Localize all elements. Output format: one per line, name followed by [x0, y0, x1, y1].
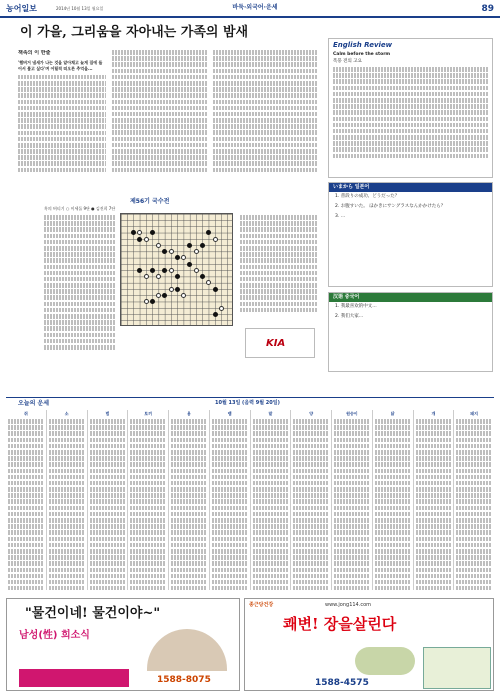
zodiac-sign: 말: [268, 411, 273, 416]
horoscope-column: [251, 410, 292, 590]
white-stone: [144, 274, 149, 279]
zodiac-sign: 쥐: [23, 411, 28, 416]
chinese-item: 2. 我们大家…: [335, 314, 364, 320]
kia-ad: [245, 328, 315, 358]
zodiac-sign: 닭: [390, 411, 395, 416]
ad-headline: 쾌변! 장을살린다: [283, 615, 397, 633]
ad-url: www.jong114.com: [325, 602, 372, 608]
japanese-item: 1. 普段りの成功、どうだった？: [335, 194, 400, 199]
baduk-players: 흑의 버티기 ○ 이세돌 9단 ● 김진희 7단: [44, 206, 116, 211]
zodiac-sign: 양: [309, 411, 314, 416]
zodiac-sign: 용: [186, 411, 191, 416]
japanese-item: 2. お腹すいた。 ほかきにサングラスなんかかけたら？: [335, 204, 446, 210]
horoscope-column: [128, 410, 169, 590]
feature-column-2: [112, 50, 207, 180]
black-stone: [200, 274, 205, 279]
spokesperson-image: [147, 629, 227, 671]
horoscope-date: 10월 13일 (음력 9월 20일): [215, 400, 280, 406]
ad-headline: "물건이네! 물건이야~": [25, 606, 161, 621]
chinese-header: 汉语 중국어: [329, 293, 492, 302]
horoscope-title: 오늘의 운세: [18, 400, 50, 407]
horoscope-column: [169, 410, 210, 590]
baduk-commentary-right: [240, 215, 318, 325]
english-subtitle: Calm before the storm: [333, 52, 391, 58]
ad-phone: 1588-4575: [315, 678, 369, 688]
zodiac-sign: 뱀: [227, 411, 232, 416]
column-title: 책속의 이 한줄: [18, 50, 51, 56]
white-stone: [144, 299, 149, 304]
ad-subheadline: 남성(性) 희소식: [19, 630, 90, 641]
kia-logo: KIA: [266, 338, 286, 349]
black-stone: [175, 255, 180, 260]
english-review-box: [328, 38, 493, 178]
black-stone: [213, 287, 218, 292]
ad-banner: [19, 669, 129, 687]
japanese-lesson-box: [328, 182, 493, 287]
ad-info-box: [423, 647, 491, 689]
horoscope-columns: [6, 410, 494, 590]
black-stone: [213, 312, 218, 317]
horoscope-column: [88, 410, 129, 590]
probiotic-ad: [244, 598, 494, 691]
newspaper-logo: 농어일보: [6, 3, 37, 13]
product-image: [355, 647, 415, 675]
black-stone: [175, 274, 180, 279]
black-stone: [162, 293, 167, 298]
white-stone: [169, 287, 174, 292]
white-stone: [219, 306, 224, 311]
white-stone: [181, 255, 186, 260]
black-stone: [137, 268, 142, 273]
white-stone: [194, 249, 199, 254]
column-lead: '햄버거 냄새가 나는 것을 알아채고 늦게 집에 들어서 불고 싶다'며 어릴적 떠오른 추억을...: [18, 60, 103, 72]
english-subtitle-kr: 폭풍 전의 고요: [333, 58, 362, 64]
health-ad: [6, 598, 240, 691]
chinese-lesson-box: [328, 292, 493, 372]
white-stone: [169, 268, 174, 273]
horoscope-column: [6, 410, 47, 590]
white-stone: [213, 237, 218, 242]
japanese-item: 3. …: [335, 214, 346, 220]
horoscope-column: [47, 410, 88, 590]
page-number: 89: [481, 4, 494, 14]
chinese-item: 1. 我最喜欢的中文…: [335, 304, 377, 309]
black-stone: [150, 268, 155, 273]
masthead: [0, 0, 500, 18]
black-stone: [187, 262, 192, 267]
baduk-commentary-left: [44, 215, 116, 365]
black-stone: [150, 299, 155, 304]
zodiac-sign: 범: [105, 411, 110, 416]
zodiac-sign: 원숭이: [346, 411, 358, 416]
horoscope-column: [210, 410, 251, 590]
black-stone: [162, 268, 167, 273]
go-board: [120, 213, 233, 326]
feature-column-1: [18, 50, 106, 180]
baduk-title: 제56기 국수전: [130, 198, 170, 205]
black-stone: [206, 230, 211, 235]
zodiac-sign: 소: [64, 411, 69, 416]
horoscope-column: [414, 410, 455, 590]
white-stone: [194, 268, 199, 273]
black-stone: [137, 237, 142, 242]
horoscope-column: [454, 410, 494, 590]
dateline: 2014년 10월 13일 월요일: [56, 6, 104, 11]
horoscope-column: [332, 410, 373, 590]
white-stone: [169, 249, 174, 254]
ad-brand: 종근당건강: [249, 602, 274, 608]
black-stone: [150, 230, 155, 235]
black-stone: [131, 230, 136, 235]
white-stone: [137, 230, 142, 235]
black-stone: [200, 243, 205, 248]
zodiac-sign: 돼지: [470, 411, 478, 416]
english-title: English Review: [333, 41, 393, 49]
white-stone: [156, 274, 161, 279]
zodiac-sign: 개: [431, 411, 436, 416]
white-stone: [144, 237, 149, 242]
ad-phone: 1588-8075: [157, 675, 211, 685]
japanese-header: いまから 일본어: [329, 183, 492, 192]
white-stone: [156, 293, 161, 298]
zodiac-sign: 토끼: [144, 411, 152, 416]
black-stone: [187, 243, 192, 248]
white-stone: [206, 280, 211, 285]
white-stone: [181, 293, 186, 298]
black-stone: [175, 287, 180, 292]
section-title: 바둑·외국어·운세: [232, 4, 278, 11]
white-stone: [156, 243, 161, 248]
horoscope-column: [291, 410, 332, 590]
feature-headline: 이 가을, 그리움을 자아내는 가족의 밤새: [20, 25, 249, 40]
black-stone: [162, 249, 167, 254]
horoscope-column: [373, 410, 414, 590]
feature-column-3: [213, 50, 318, 180]
